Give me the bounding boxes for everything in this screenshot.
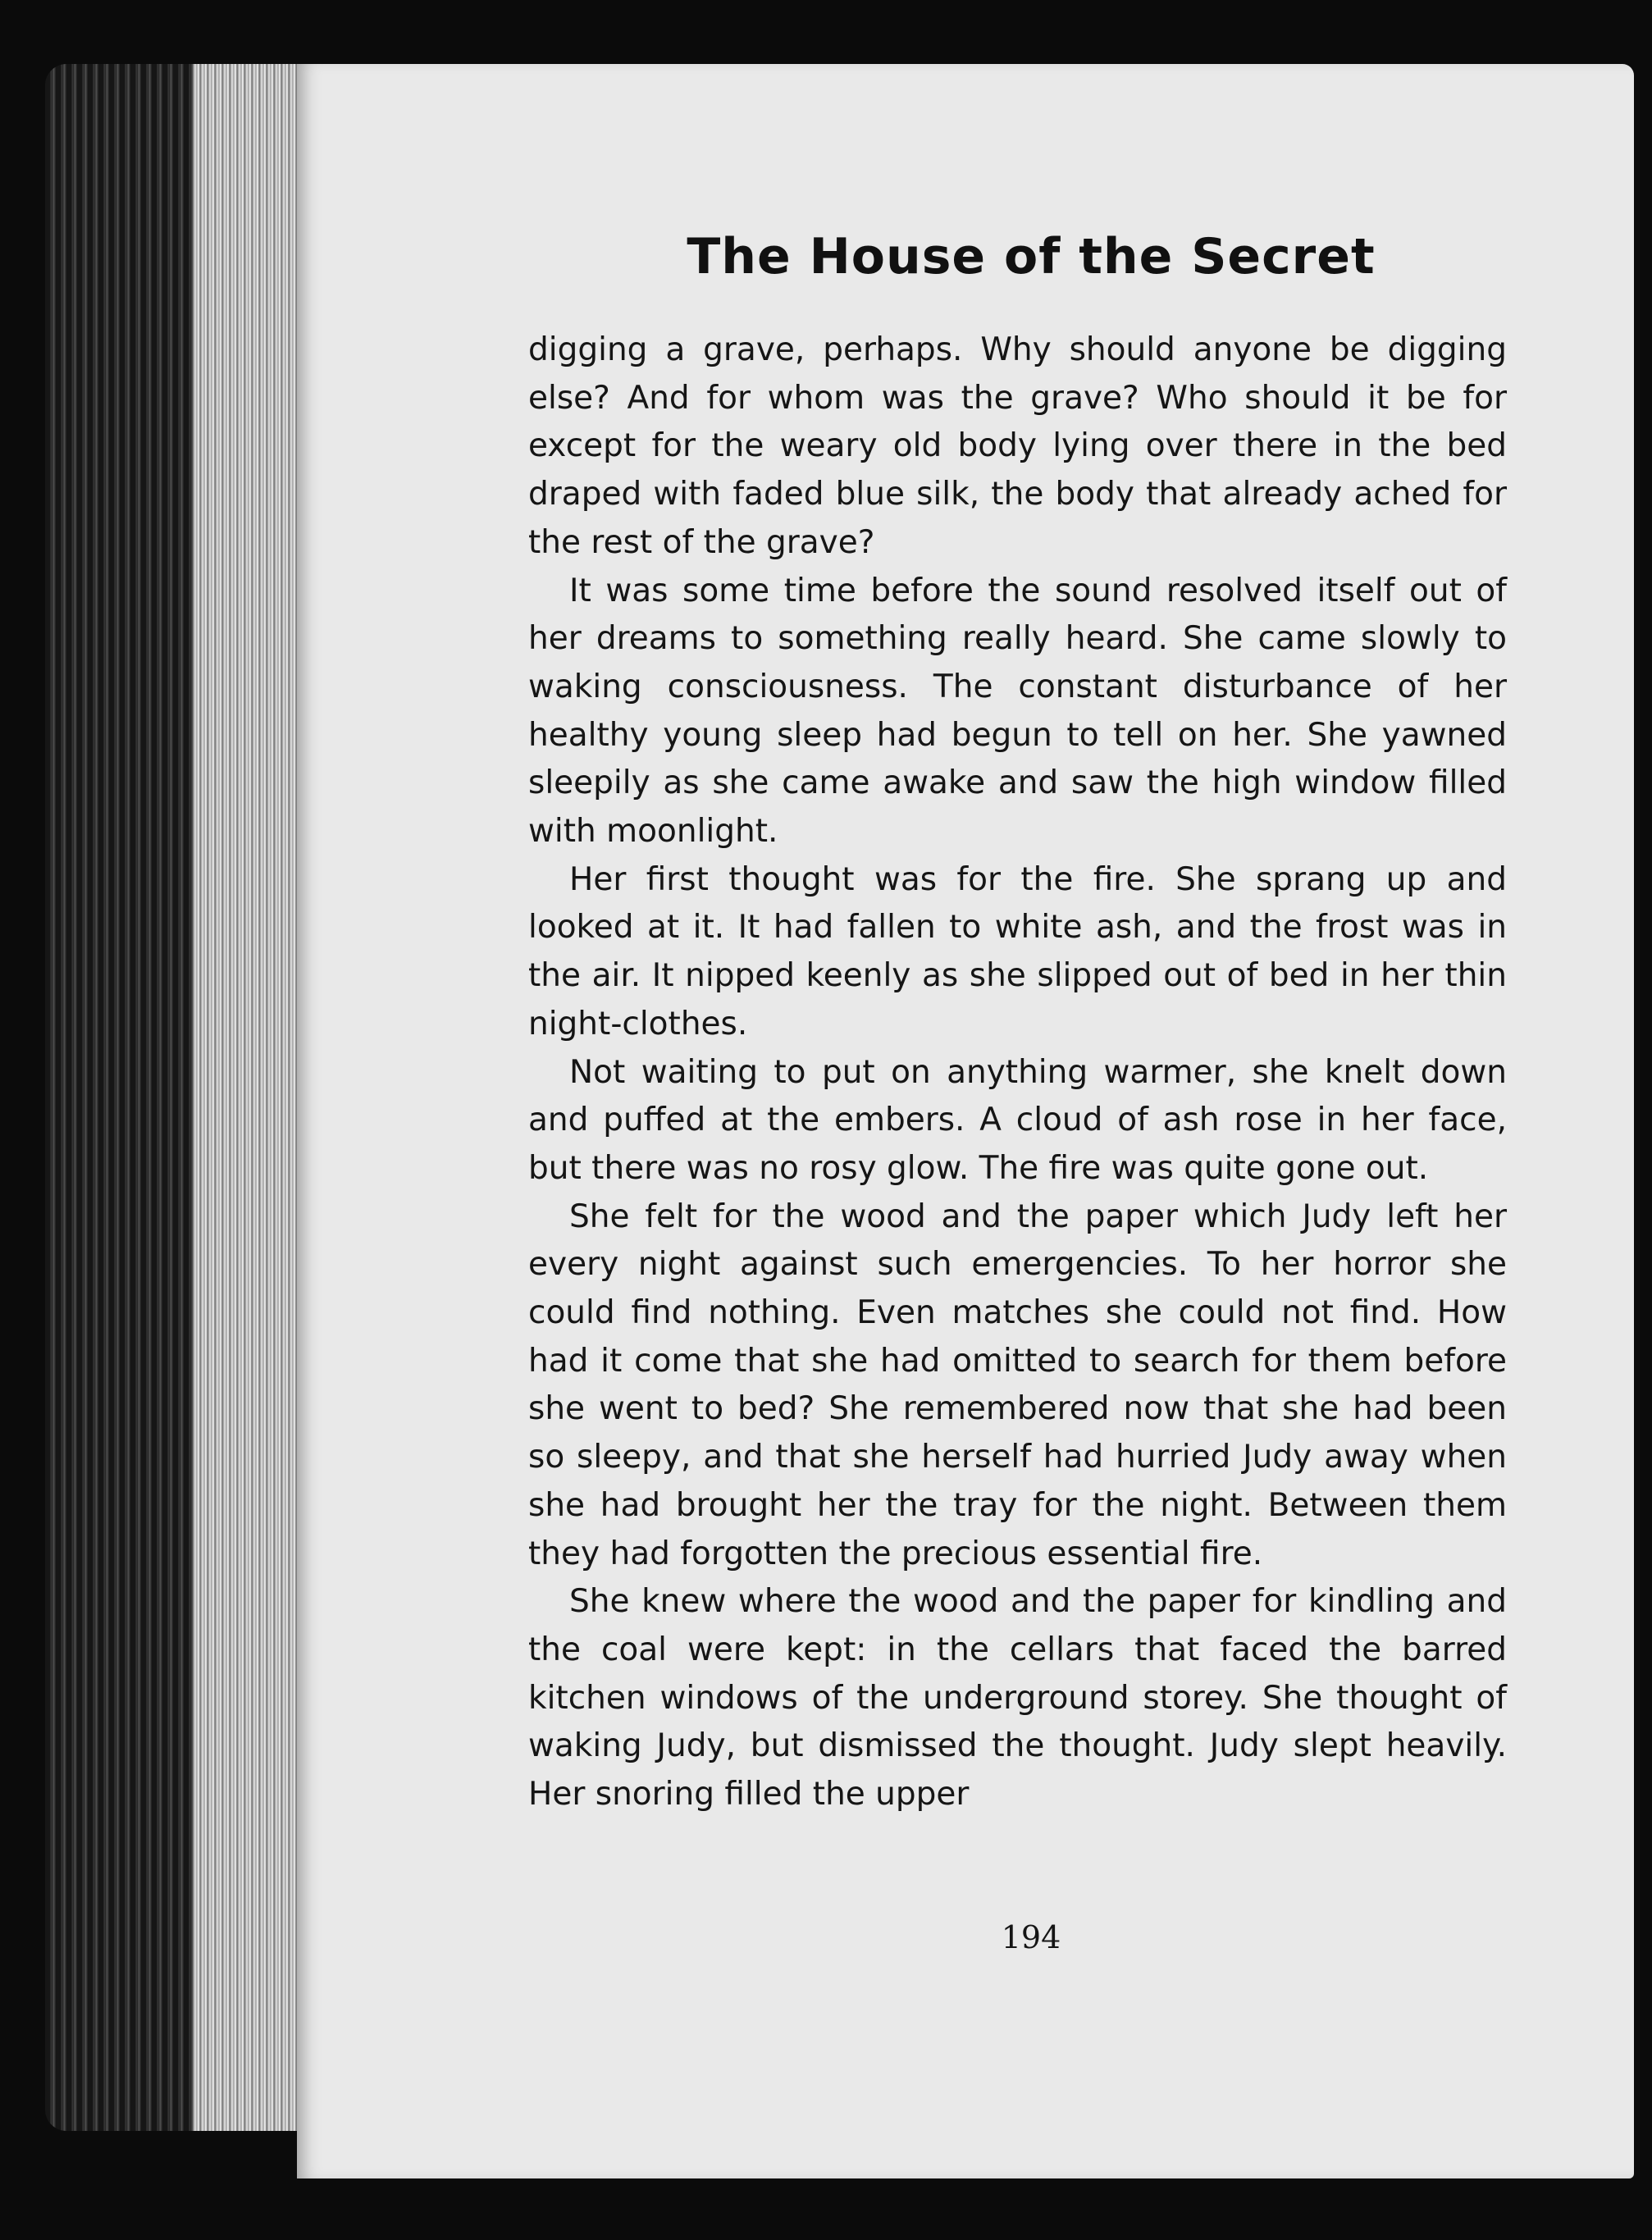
book-page — [297, 64, 1634, 2178]
paragraph-4: Not waiting to put on anything warmer, she knelt down and puffed at the embers. A cloud of ash rose in her face, but there was no rosy glow. The fire was quite gone out. — [528, 1053, 1507, 1187]
page-number: 194 — [1001, 1919, 1061, 1955]
paragraph-1: digging a grave, perhaps. Why should anyone be digging else? And for whom was the grave? Who should it be for except for the weary old body lying over there in the bed draped with faded blue silk, the body that already ached for the rest of the grave? — [528, 331, 1507, 561]
paragraph-5: She felt for the wood and the paper which Judy left her every night against such emergencies. To her horror she could find nothing. Even matches she could not find. How had it come that she had omitted to search for them before she went to bed? She remembered now that she had been so sleepy, and that she herself had hurried Judy away when she had brought her the tray for the night. Between them they had forgotten the precious essential fire. — [528, 1198, 1507, 1572]
paragraph-6: She knew where the wood and the paper for kindling and the coal were kept: in the cellars that faced the barred kitchen windows of the underground storey. She thought of waking Judy, but dismissed the thought. Judy slept heavily. Her snoring filled the upper — [528, 1583, 1507, 1813]
paragraph-2: It was some time before the sound resolved itself out of her dreams to something really heard. She came slowly to waking consciousness. The constant disturbance of her healthy young sleep had begun to tell on her. She yawned sleepily as she came awake and saw the high window filled with moonlight. — [528, 572, 1507, 851]
running-head: The House of the Secret — [687, 228, 1376, 285]
paragraph-3: Her first thought was for the fire. She sprang up and looked at it. It had fallen to white ash, and the frost was in the air. It nipped keenly as she slipped out of bed in her thin night-clothes. — [528, 860, 1507, 1042]
book-page-edges — [45, 64, 316, 2131]
body-text — [528, 326, 1507, 1819]
